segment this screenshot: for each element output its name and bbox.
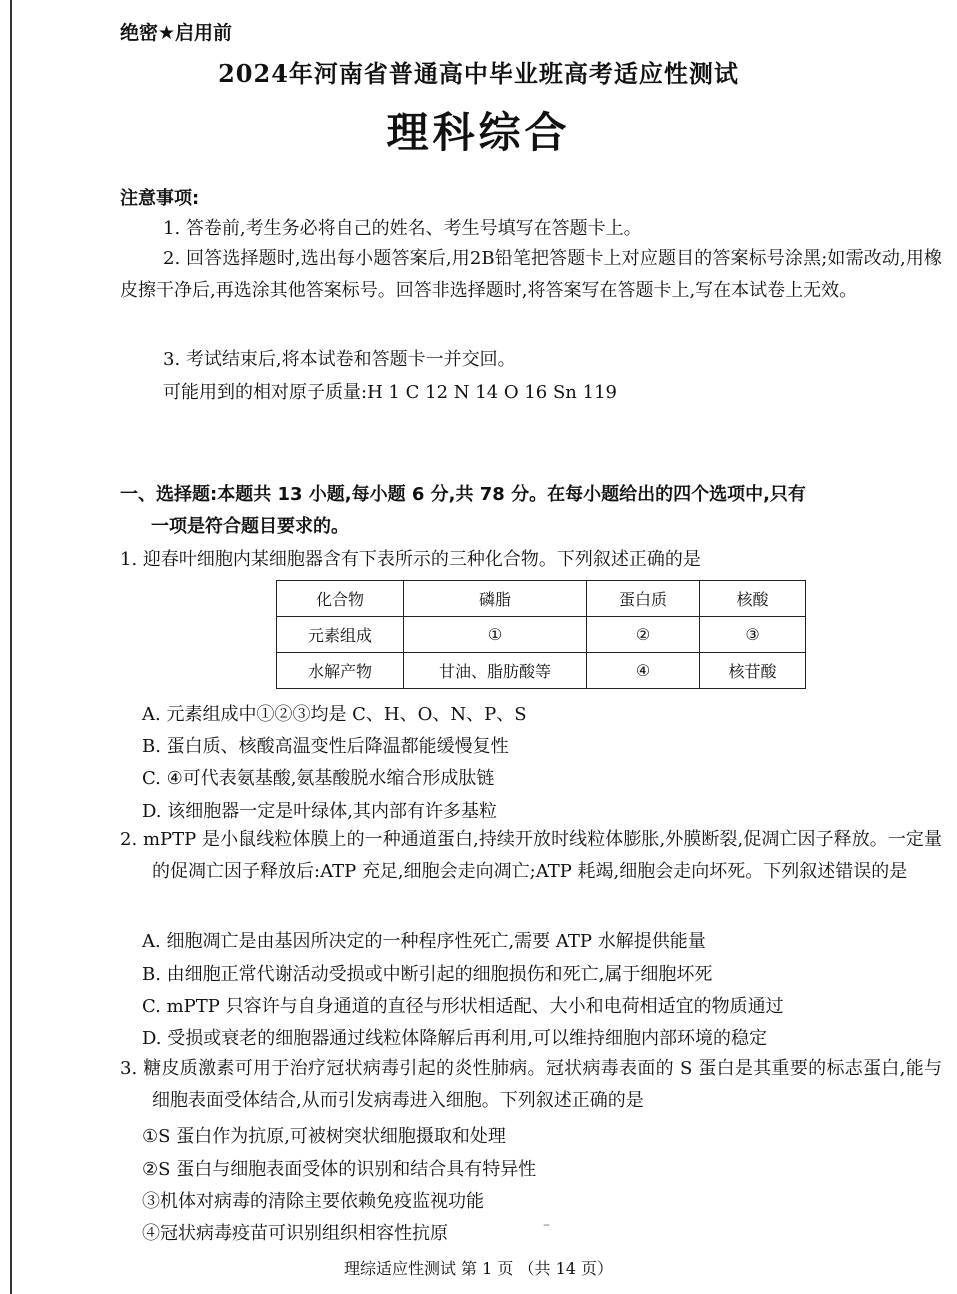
confidential-label: 绝密★启用前: [120, 22, 233, 44]
question-3-stem: 3. 糖皮质激素可用于治疗冠状病毒引起的炎性肺病。冠状病毒表面的 S 蛋白是其重要的标志蛋白,能与细胞表面受体结合,从而引发病毒进入细胞。下列叙述正确的是: [120, 1058, 942, 1111]
binding-margin-line: [10, 0, 12, 1294]
table-cell: 水解产物: [277, 653, 404, 689]
table-cell: 甘油、脂肪酸等: [404, 653, 587, 689]
table-header-row: [277, 581, 806, 617]
table-cell: ③: [700, 617, 806, 653]
stray-mark: –: [543, 1217, 550, 1233]
exam-title: 2024年河南省普通高中毕业班高考适应性测试: [218, 59, 739, 88]
q1-option-a: A. 元素组成中①②③均是 C、H、O、N、P、S: [142, 704, 527, 725]
table-cell: 蛋白质: [587, 581, 700, 617]
table-cell: ①: [404, 617, 587, 653]
table-cell: 磷脂: [404, 581, 587, 617]
table-cell: 化合物: [277, 581, 404, 617]
q2-option-b: B. 由细胞正常代谢活动受损或中断引起的细胞损伤和死亡,属于细胞坏死: [142, 964, 713, 985]
table-cell: 元素组成: [277, 617, 404, 653]
q3-statement-1: ①S 蛋白作为抗原,可被树突状细胞摄取和处理: [142, 1126, 506, 1147]
notice-heading: 注意事项:: [120, 188, 200, 209]
q1-option-c: C. ④可代表氨基酸,氨基酸脱水缩合形成肽链: [142, 768, 495, 789]
notice-item-2: 2. 回答选择题时,选出每小题答案后,用2B铅笔把答题卡上对应题目的答案标号涂黑;如需改动,用橡皮擦干净后,再选涂其他答案标号。回答非选择题时,将答案写在答题卡上,写在本试卷上无效。: [120, 248, 942, 301]
q2-option-c: C. mPTP 只容许与自身通道的直径与形状相适配、大小和电荷相适宜的物质通过: [142, 996, 784, 1017]
q2-option-d: D. 受损或衰老的细胞器通过线粒体降解后再利用,可以维持细胞内部环境的稳定: [142, 1028, 767, 1049]
notice-item-3: 3. 考试结束后,将本试卷和答题卡一并交回。: [163, 349, 516, 370]
notice-item-1: 1. 答卷前,考生务必将自己的姓名、考生号填写在答题卡上。: [163, 218, 642, 239]
table-cell: 核苷酸: [700, 653, 806, 689]
section-heading-line-2: 一项是符合题目要求的。: [151, 516, 349, 537]
table-row: [277, 617, 806, 653]
q1-option-d: D. 该细胞器一定是叶绿体,其内部有许多基粒: [142, 801, 497, 822]
q3-statement-3: ③机体对病毒的清除主要依赖免疫监视功能: [142, 1191, 484, 1212]
page-footer: 理综适应性测试 第 1 页 （共 14 页）: [343, 1259, 614, 1278]
q2-option-a: A. 细胞凋亡是由基因所决定的一种程序性死亡,需要 ATP 水解提供能量: [142, 931, 706, 952]
table-cell: 核酸: [700, 581, 806, 617]
section-heading-line-1: 一、选择题:本题共 13 小题,每小题 6 分,共 78 分。在每小题给出的四个选项中,只有: [120, 484, 806, 505]
atomic-mass-note: 可能用到的相对原子质量:H 1 C 12 N 14 O 16 Sn 119: [163, 382, 617, 403]
table-cell: ②: [587, 617, 700, 653]
q3-statement-2: ②S 蛋白与细胞表面受体的识别和结合具有特异性: [142, 1159, 537, 1180]
question-2-stem: 2. mPTP 是小鼠线粒体膜上的一种通道蛋白,持续开放时线粒体膨胀,外膜断裂,促凋亡因子释放。一定量的促凋亡因子释放后:ATP 充足,细胞会走向凋亡;ATP 耗竭,细胞会走向坏死。下列叙述错误的是: [120, 829, 942, 882]
table-row: [277, 653, 806, 689]
q3-statement-4: ④冠状病毒疫苗可识别组织相容性抗原: [142, 1223, 448, 1244]
table-cell: ④: [587, 653, 700, 689]
compound-table: [276, 580, 806, 689]
subject-title: 理科综合: [386, 108, 571, 157]
question-1-stem: 1. 迎春叶细胞内某细胞器含有下表所示的三种化合物。下列叙述正确的是: [120, 549, 701, 570]
q1-option-b: B. 蛋白质、核酸高温变性后降温都能缓慢复性: [142, 736, 509, 757]
